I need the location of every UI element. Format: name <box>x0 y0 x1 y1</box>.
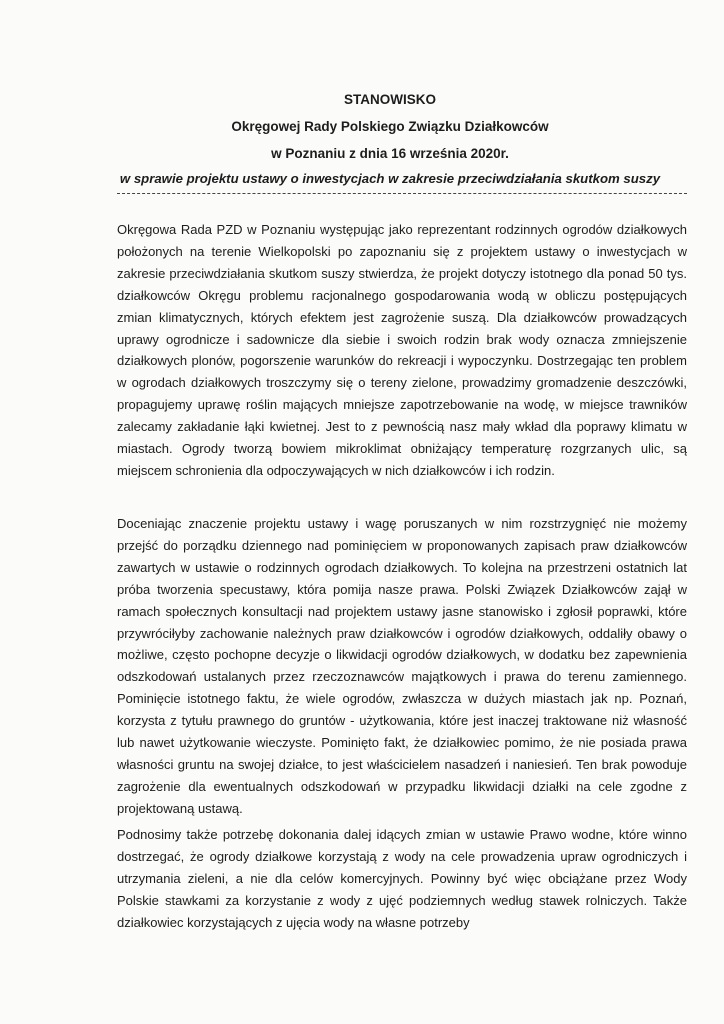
document-title: STANOWISKO <box>344 92 436 107</box>
document-subject: w sprawie projektu ustawy o inwestycjach w zakresie przeciwdziałania skutkom suszy <box>119 171 661 186</box>
separator-line <box>117 193 687 194</box>
document-issuer: Okręgowej Rady Polskiego Związku Działkowców <box>231 119 549 134</box>
paragraph-2: Doceniając znaczenie projektu ustawy i wagę poruszanych w nim rozstrzygnięć nie możemy przejść do porządku dziennego nad pominięciem w proponowanych zapisach praw działkowców zawartych w ustawie o rodzinnych ogrodach działkowych. To kolejna na przestrzeni ostatnich lat próba tworzenia specustawy, która pomija nasze prawa. Polski Związek Działkowców zajął w ramach społecznych konsultacji nad projektem ustawy jasne stanowisko i zgłosił poprawki, które przywróciłyby zachowanie należnych praw działkowców i ogrodów działkowych, oddaliły obawy o możliwe, często pochopne decyzje o likwidacji ogrodów działkowych, w dodatku bez zapewnienia odszkodowań ustalanych przez rzeczoznawców majątkowych i prawa do terenu zamiennego. Pominięcie istotnego faktu, że wiele ogrodów, zwłaszcza w dużych miastach jak np. Poznań, korzysta z tytułu prawnego do gruntów - użytkowania, które jest inaczej traktowane niż własność lub nawet użytkowanie wieczyste. Pominięto fakt, że działkowiec pomimo, że nie posiada prawa własności gruntu na swojej działce, to jest właścicielem nasadzeń i naniesień. Ten brak powoduje zagrożenie dla ewentualnych odszkodowań w przypadku likwidacji działki na cele zgodne z projektowaną ustawą. <box>117 516 687 816</box>
document-place-date: w Poznaniu z dnia 16 września 2020r. <box>271 146 509 161</box>
paragraph-1: Okręgowa Rada PZD w Poznaniu występując jako reprezentant rodzinnych ogrodów działkowych położonych na terenie Wielkopolski po zapoznaniu się z projektem ustawy o inwestycjach w zakresie przeciwdziałania skutkom suszy stwierdza, że projekt dotyczy istotnego dla ponad 50 tys. działkowców Okręgu problemu racjonalnego gospodarowania wodą w obliczu postępujących zmian klimatycznych, których efektem jest zagrożenie suszą. Dla działkowców prowadzących uprawy ogrodnicze i sadownicze dla siebie i swoich rodzin brak wody oznacza zmniejszenie działkowych plonów, pogorszenie warunków do rekreacji i wypoczynku. Dostrzegając ten problem w ogrodach działkowych troszczymy się o tereny zielone, prowadzimy gromadzenie deszczówki, propagujemy uprawę roślin mających mniejsze zapotrzebowanie na wodę, w miejsce trawników zalecamy zakładanie łąki kwietnej. Jest to z pewnością nasz mały wkład dla poprawy klimatu w miastach. Ogrody tworzą bowiem mikroklimat obniżający temperaturę rozgrzanych ulic, są miejscem schronienia dla odpoczywających w nich działkowców i ich rodzin. <box>117 222 687 478</box>
paragraph-3: Podnosimy także potrzebę dokonania dalej idących zmian w ustawie Prawo wodne, które winno dostrzegać, że ogrody działkowe korzystają z wody na cele prowadzenia upraw ogrodniczych i utrzymania zieleni, a nie dla celów komercyjnych. Powinny być więc obciążane przez Wody Polskie stawkami za korzystanie z wody z ujęć podziemnych według stawek rolniczych. Także działkowiec korzystających z ujęcia wody na własne potrzeby <box>117 827 687 930</box>
